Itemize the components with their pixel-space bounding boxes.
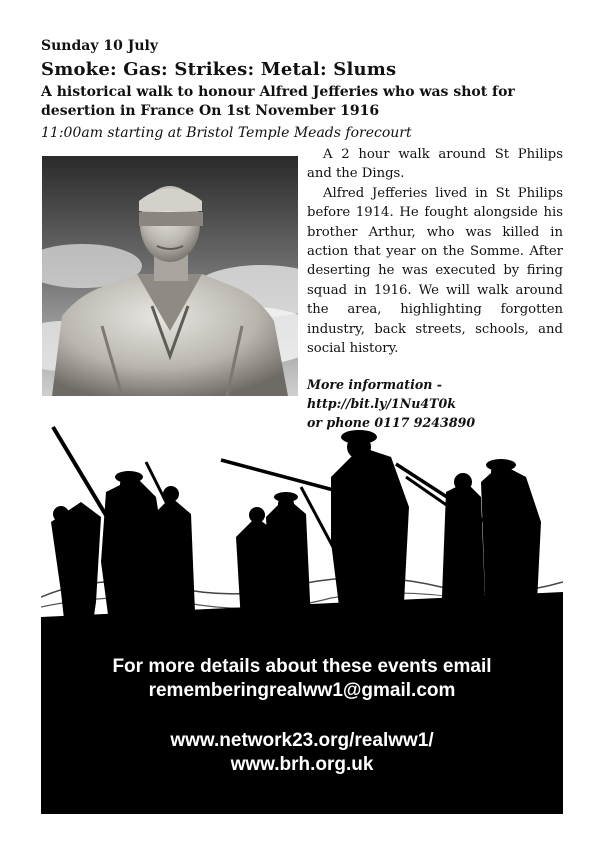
footer-spacer — [41, 703, 563, 729]
walk-description — [307, 145, 563, 358]
contact-email-link[interactable]: rememberingrealww1@gmail.com — [148, 680, 456, 701]
phone-number: or phone 0117 9243890 — [307, 415, 476, 430]
brh-link[interactable]: www.brh.org.uk — [230, 754, 374, 775]
contact-heading: For more details about these events email — [112, 656, 492, 677]
description-paragraph-2: Alfred Jefferies lived in St Philips before 1914. He fought alongside his brother Arthur, who was killed in action that year on the Somme. After deserting he was executed by firing squad in 1916. We will walk around the area, highlighting forgotten industry, back streets, schools, and social history. — [307, 185, 563, 357]
event-date: Sunday 10 July — [41, 38, 158, 54]
more-info-link[interactable]: More information - http://bit.ly/1Nu4T0k — [307, 377, 456, 411]
statue-photo — [42, 156, 298, 396]
event-subtitle: A historical walk to honour Alfred Jefferies who was shot for desertion in France On 1st November 1916 — [41, 84, 515, 119]
description-paragraph-1: A 2 hour walk around St Philips and the Dings. — [307, 147, 563, 182]
event-time: 11:00am starting at Bristol Temple Meads forecourt — [41, 125, 412, 141]
network23-link[interactable]: www.network23.org/realww1/ — [170, 730, 434, 751]
event-title: Smoke: Gas: Strikes: Metal: Slums — [41, 59, 397, 80]
contact-footer — [41, 655, 563, 777]
